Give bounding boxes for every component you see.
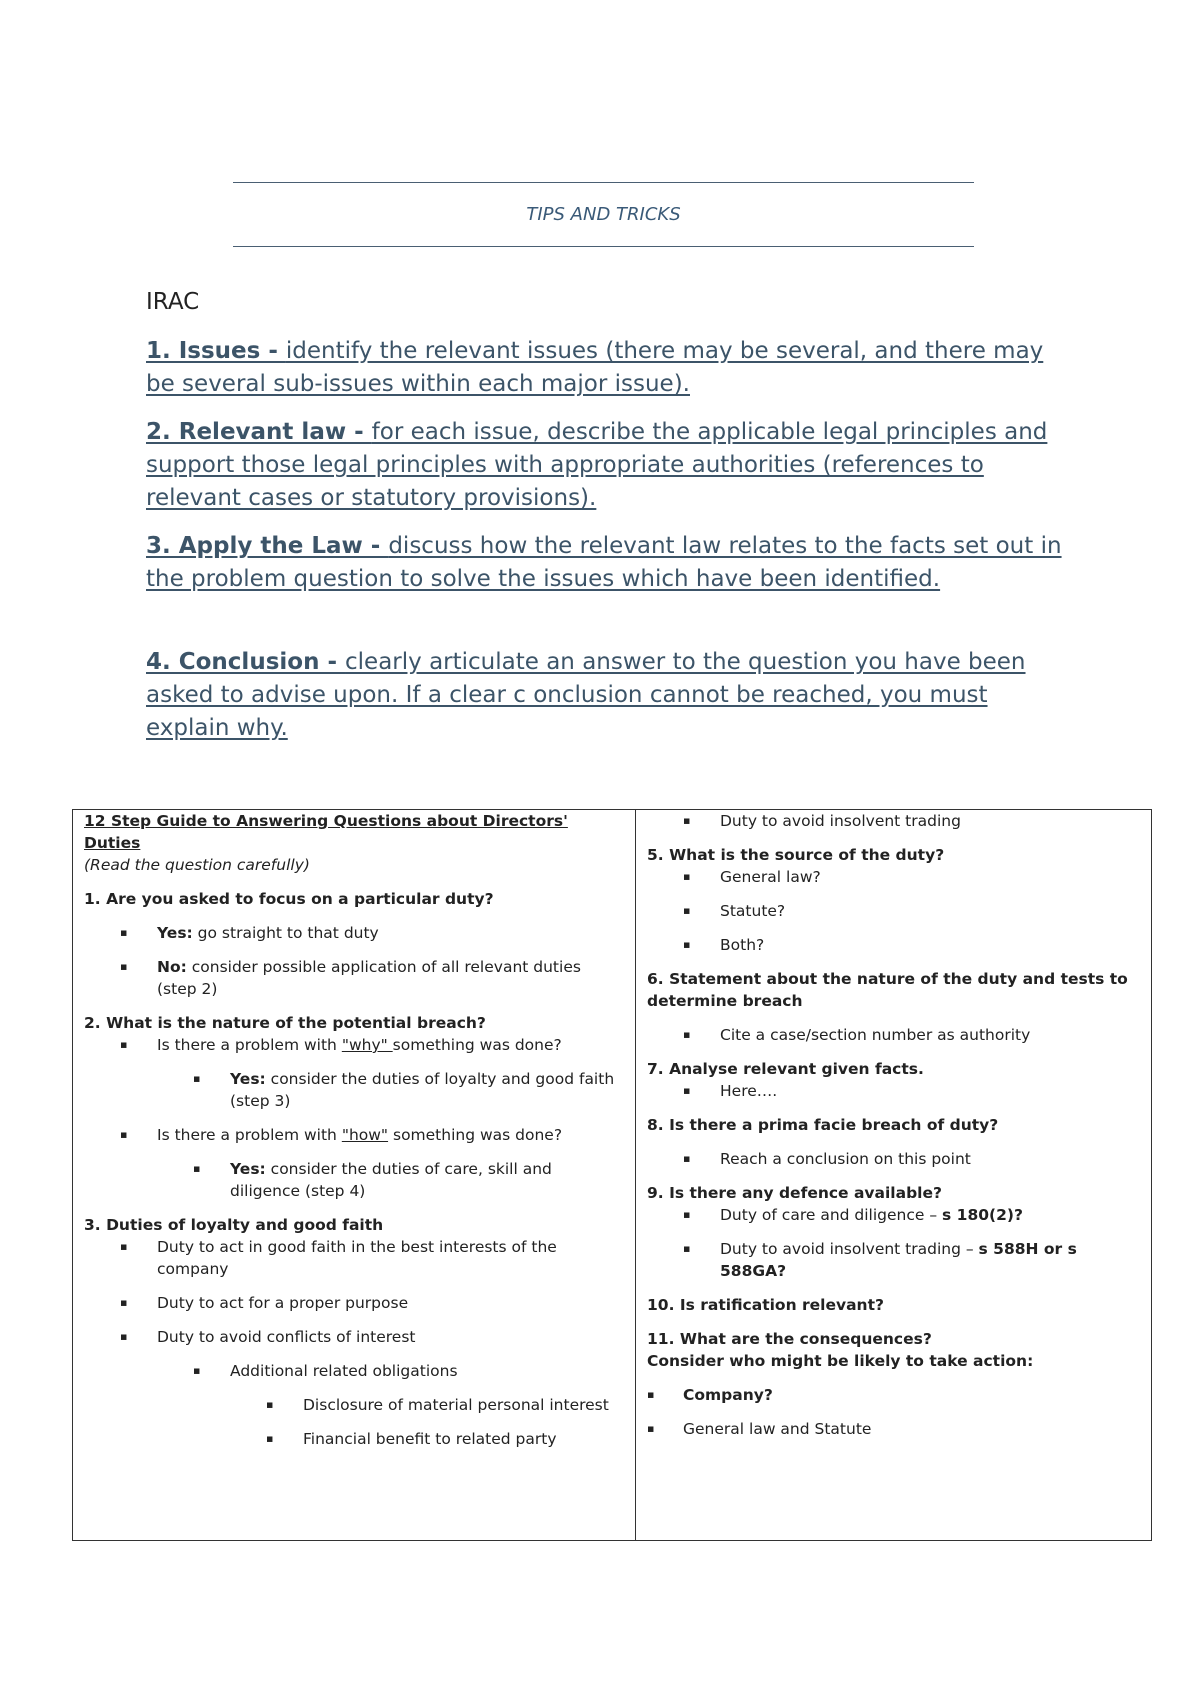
list-item-text: consider the duties of care, skill and diligence (step 4)	[230, 1160, 552, 1200]
list-item: ▪ Statute?	[647, 900, 1141, 922]
list-item-text: consider possible application of all relevant duties (step 2)	[157, 958, 581, 998]
page-heading: TIPS AND TRICKS	[526, 204, 681, 225]
guide-right-column	[636, 810, 1151, 1540]
guide-subtitle: (Read the question carefully)	[84, 856, 310, 874]
irac-conclusion-head: 4. Conclusion -	[146, 649, 346, 675]
list-item: ▪ Additional related obligations	[84, 1360, 625, 1382]
list-item-text: go straight to that duty	[192, 924, 379, 942]
yes-label: Yes:	[230, 1160, 266, 1178]
directors-duties-guide-table	[72, 809, 1152, 1541]
step-5-heading: 5. What is the source of the duty?	[647, 846, 945, 864]
no-label: No:	[157, 958, 187, 976]
list-item: ▪ Duty to act for a proper purpose	[84, 1292, 625, 1314]
list-item	[647, 1204, 1141, 1226]
list-item: ▪ Cite a case/section number as authority	[647, 1024, 1141, 1046]
list-item: ▪ Financial benefit to related party	[84, 1428, 625, 1450]
irac-law-head: 2. Relevant law -	[146, 419, 372, 445]
yes-label: Yes:	[157, 924, 193, 942]
irac-apply	[146, 530, 1066, 596]
list-item	[647, 1238, 1141, 1282]
step-1-heading: 1. Are you asked to focus on a particular duty?	[84, 890, 494, 908]
list-item	[84, 956, 625, 1000]
yes-label: Yes:	[230, 1070, 266, 1088]
step-9-heading: 9. Is there any defence available?	[647, 1184, 942, 1202]
step-7-heading: 7. Analyse relevant given facts.	[647, 1060, 924, 1078]
guide-left-column	[73, 810, 636, 1540]
list-item	[84, 1124, 625, 1146]
irac-issues-head: 1. Issues -	[146, 338, 286, 364]
section-reference: s 588H or s 588GA?	[720, 1240, 1077, 1280]
guide-title: 12 Step Guide to Answering Questions about Directors' Duties	[84, 812, 568, 852]
irac-apply-head: 3. Apply the Law -	[146, 533, 389, 559]
irac-label: IRAC	[146, 289, 200, 315]
list-item: ▪ Duty to act in good faith in the best interests of the company	[84, 1236, 625, 1280]
header-top-rule	[233, 182, 974, 183]
why-word: "why"	[341, 1036, 393, 1054]
irac-issues-text: identify the relevant issues (there may be several, and there may be several sub-issues within each major issue).	[146, 338, 1044, 397]
step-2-heading: 2. What is the nature of the potential breach?	[84, 1014, 486, 1032]
list-item: ▪ Duty to avoid insolvent trading	[647, 810, 1141, 832]
list-item-text: Is there a problem with	[157, 1126, 342, 1144]
irac-conclusion	[146, 646, 1066, 745]
list-item	[84, 922, 625, 944]
section-reference: s 180(2)?	[942, 1206, 1023, 1224]
list-item: ▪ Both?	[647, 934, 1141, 956]
list-item	[84, 1158, 625, 1202]
irac-issues	[146, 335, 1066, 401]
step-6-heading: 6. Statement about the nature of the duty and tests to determine breach	[647, 970, 1128, 1010]
list-item-text: Duty to avoid insolvent trading –	[720, 1240, 979, 1258]
list-item-text: consider the duties of loyalty and good faith (step 3)	[230, 1070, 615, 1110]
how-word: "how"	[341, 1126, 389, 1144]
header-bottom-rule	[233, 246, 974, 247]
step-3-heading: 3. Duties of loyalty and good faith	[84, 1216, 384, 1234]
list-item: ▪ Company?	[647, 1384, 1141, 1406]
irac-relevant-law	[146, 416, 1066, 515]
step-8-heading: 8. Is there a prima facie breach of duty?	[647, 1116, 999, 1134]
list-item: ▪ Disclosure of material personal interest	[84, 1394, 625, 1416]
list-item-text: something was done?	[392, 1036, 562, 1054]
list-item: ▪ General law?	[647, 866, 1141, 888]
list-item: ▪ General law and Statute	[647, 1418, 1141, 1440]
irac-conclusion-text: clearly articulate an answer to the question you have been asked to advise upon. If a clear c onclusion cannot be reached, you must explain why.	[146, 649, 1026, 741]
list-item: ▪ Duty to avoid conflicts of interest	[84, 1326, 625, 1348]
list-item	[84, 1068, 625, 1112]
step-10-heading: 10. Is ratification relevant?	[647, 1296, 884, 1314]
list-item: ▪ Here….	[647, 1080, 1141, 1102]
list-item-text: Is there a problem with	[157, 1036, 342, 1054]
list-item	[84, 1034, 625, 1056]
list-item-text: something was done?	[388, 1126, 563, 1144]
step-11-subheading: Consider who might be likely to take action:	[647, 1352, 1034, 1370]
list-item-text: Duty of care and diligence –	[720, 1206, 943, 1224]
irac-apply-text: discuss how the relevant law relates to the facts set out in the problem question to solve the issues which have been identified.	[146, 533, 1062, 592]
irac-law-text: for each issue, describe the applicable legal principles and support those legal principles with appropriate authorities (references to relevant cases or statutory provisions).	[146, 419, 1048, 511]
step-11-heading: 11. What are the consequences?	[647, 1330, 932, 1348]
list-item: ▪ Reach a conclusion on this point	[647, 1148, 1141, 1170]
